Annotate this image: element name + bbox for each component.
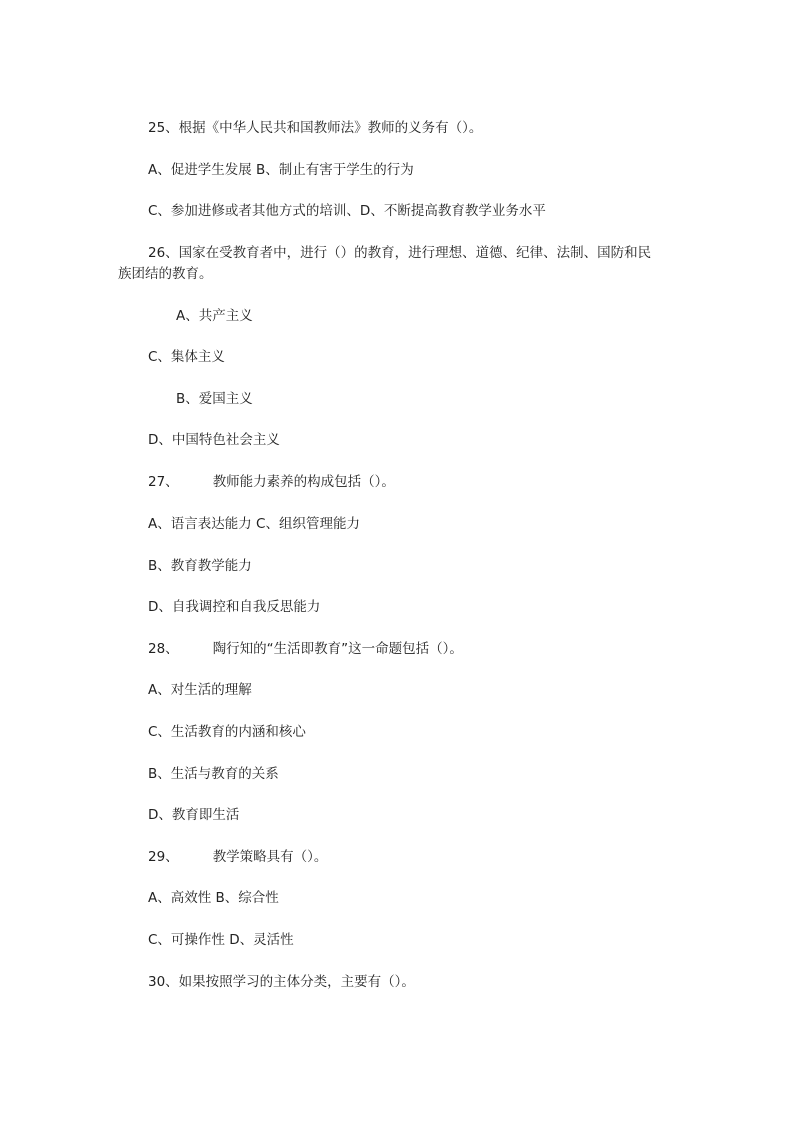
question-26-stem-line2: 族团结的教育。 — [118, 266, 213, 282]
question-29-stem: 教学策略具有（）。 — [212, 849, 328, 865]
question-27-option-a-c: A、语言表达能力 C、组织管理能力 — [148, 516, 360, 532]
question-27-option-d: D、自我调控和自我反思能力 — [148, 599, 321, 615]
question-28-number: 28、 — [148, 641, 179, 657]
question-26-option-d: D、中国特色社会主义 — [148, 432, 280, 448]
question-30-stem: 30、如果按照学习的主体分类，主要有（）。 — [148, 974, 415, 990]
question-25-stem: 25、根据《中华人民共和国教师法》教师的义务有（）。 — [148, 120, 483, 136]
question-27-number: 27、 — [148, 474, 179, 490]
question-26-stem-line1: 26、国家在受教育者中，进行（）的教育，进行理想、道德、纪律、法制、国防和民 — [148, 245, 652, 261]
question-28-option-a: A、对生活的理解 — [148, 682, 252, 698]
question-29-option-a-b: A、高效性 B、综合性 — [148, 890, 279, 906]
question-28-option-b: B、生活与教育的关系 — [148, 766, 279, 782]
question-27-header — [148, 472, 395, 492]
question-27-stem: 教师能力素养的构成包括（）。 — [212, 474, 395, 490]
question-25-option-c-d: C、参加进修或者其他方式的培训、D、不断提高教育教学业务水平 — [148, 203, 546, 219]
question-28-stem: 陶行知的“生活即教育”这一命题包括（）。 — [212, 641, 463, 657]
question-28-header — [148, 639, 463, 659]
question-26-option-c: C、集体主义 — [148, 349, 225, 365]
question-27-option-b: B、教育教学能力 — [148, 558, 252, 574]
question-25-option-a-b: A、促进学生发展 B、制止有害于学生的行为 — [148, 162, 414, 178]
question-26-option-a: A、共产主义 — [176, 308, 253, 324]
question-29-option-c-d: C、可操作性 D、灵活性 — [148, 932, 294, 948]
question-29-number: 29、 — [148, 849, 179, 865]
question-26-option-b: B、爱国主义 — [176, 391, 253, 407]
question-28-option-d: D、教育即生活 — [148, 807, 240, 823]
question-28-option-c: C、生活教育的内涵和核心 — [148, 724, 306, 740]
question-29-header — [148, 847, 327, 867]
